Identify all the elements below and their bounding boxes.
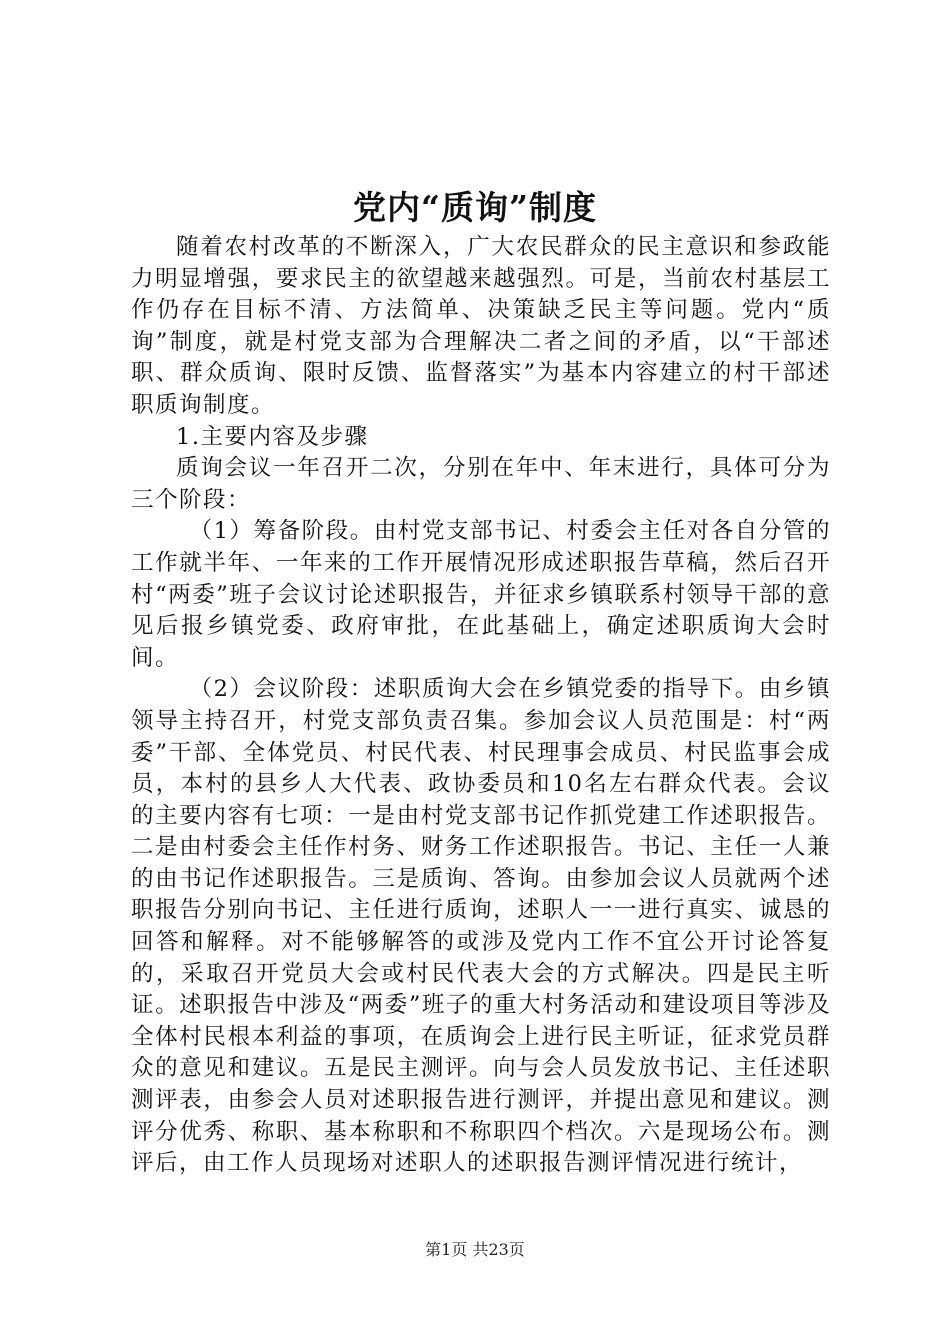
section-heading: 1.主要内容及步骤 <box>176 423 369 450</box>
document-body <box>131 232 831 1180</box>
document-title: 党内“质询”制度 <box>353 188 597 227</box>
paragraph-meeting-schedule: 质询会议一年召开二次，分别在年中、年末进行，具体可分为三个阶段： <box>131 455 831 513</box>
page-footer: 第1页 共23页 <box>425 1240 525 1259</box>
paragraph-intro: 随着农村改革的不断深入，广大农民群众的民主意识和参政能力明显增强，要求民主的欲望越来越强烈。可是，当前农村基层工作仍存在目标不清、方法简单、决策缺乏民主等问题。党内“质询”制度，就是村党支部为合理解决二者之间的矛盾，以“干部述职、群众质询、限时反馈、监督落实”为基本内容建立的村干部述职质询制度。 <box>131 234 831 418</box>
paragraph-stage-meeting: （2）会议阶段：述职质询大会在乡镇党委的指导下。由乡镇领导主持召开，村党支部负责召集。参加会议人员范围是：村“两委”干部、全体党员、村民代表、村民理事会成员、村民监事会成员，本村的县乡人大代表、政协委员和10名左右群众代表。会议的主要内容有七项：一是由村党支部书记作抓党建工作述职报告。二是由村委会主任作村务、财务工作述职报告。书记、主任一人兼的由书记作述职报告。三是质询、答询。由参加会议人员就两个述职报告分别向书记、主任进行质询，述职人一一进行真实、诚恳的回答和解释。对不能够解答的或涉及党内工作不宜公开讨论答复的，采取召开党员大会或村民代表大会的方式解决。四是民主听证。述职报告中涉及“两委”班子的重大村务活动和建设项目等涉及全体村民根本利益的事项，在质询会上进行民主听证，征求党员群众的意见和建议。五是民主测评。向与会人员发放书记、主任述职测评表，由参会人员对述职报告进行测评，并提出意见和建议。测评分优秀、称职、基本称职和不称职四个档次。六是现场公布。测评后，由工作人员现场对述职人的述职报告测评情况进行统计， <box>131 676 831 1177</box>
paragraph-stage-preparation: （1）筹备阶段。由村党支部书记、村委会主任对各自分管的工作就半年、一年来的工作开展情况形成述职报告草稿，然后召开村“两委”班子会议讨论述职报告，并征求乡镇联系村领导干部的意见后报乡镇党委、政府审批，在此基础上，确定述职质询大会时间。 <box>131 518 831 671</box>
